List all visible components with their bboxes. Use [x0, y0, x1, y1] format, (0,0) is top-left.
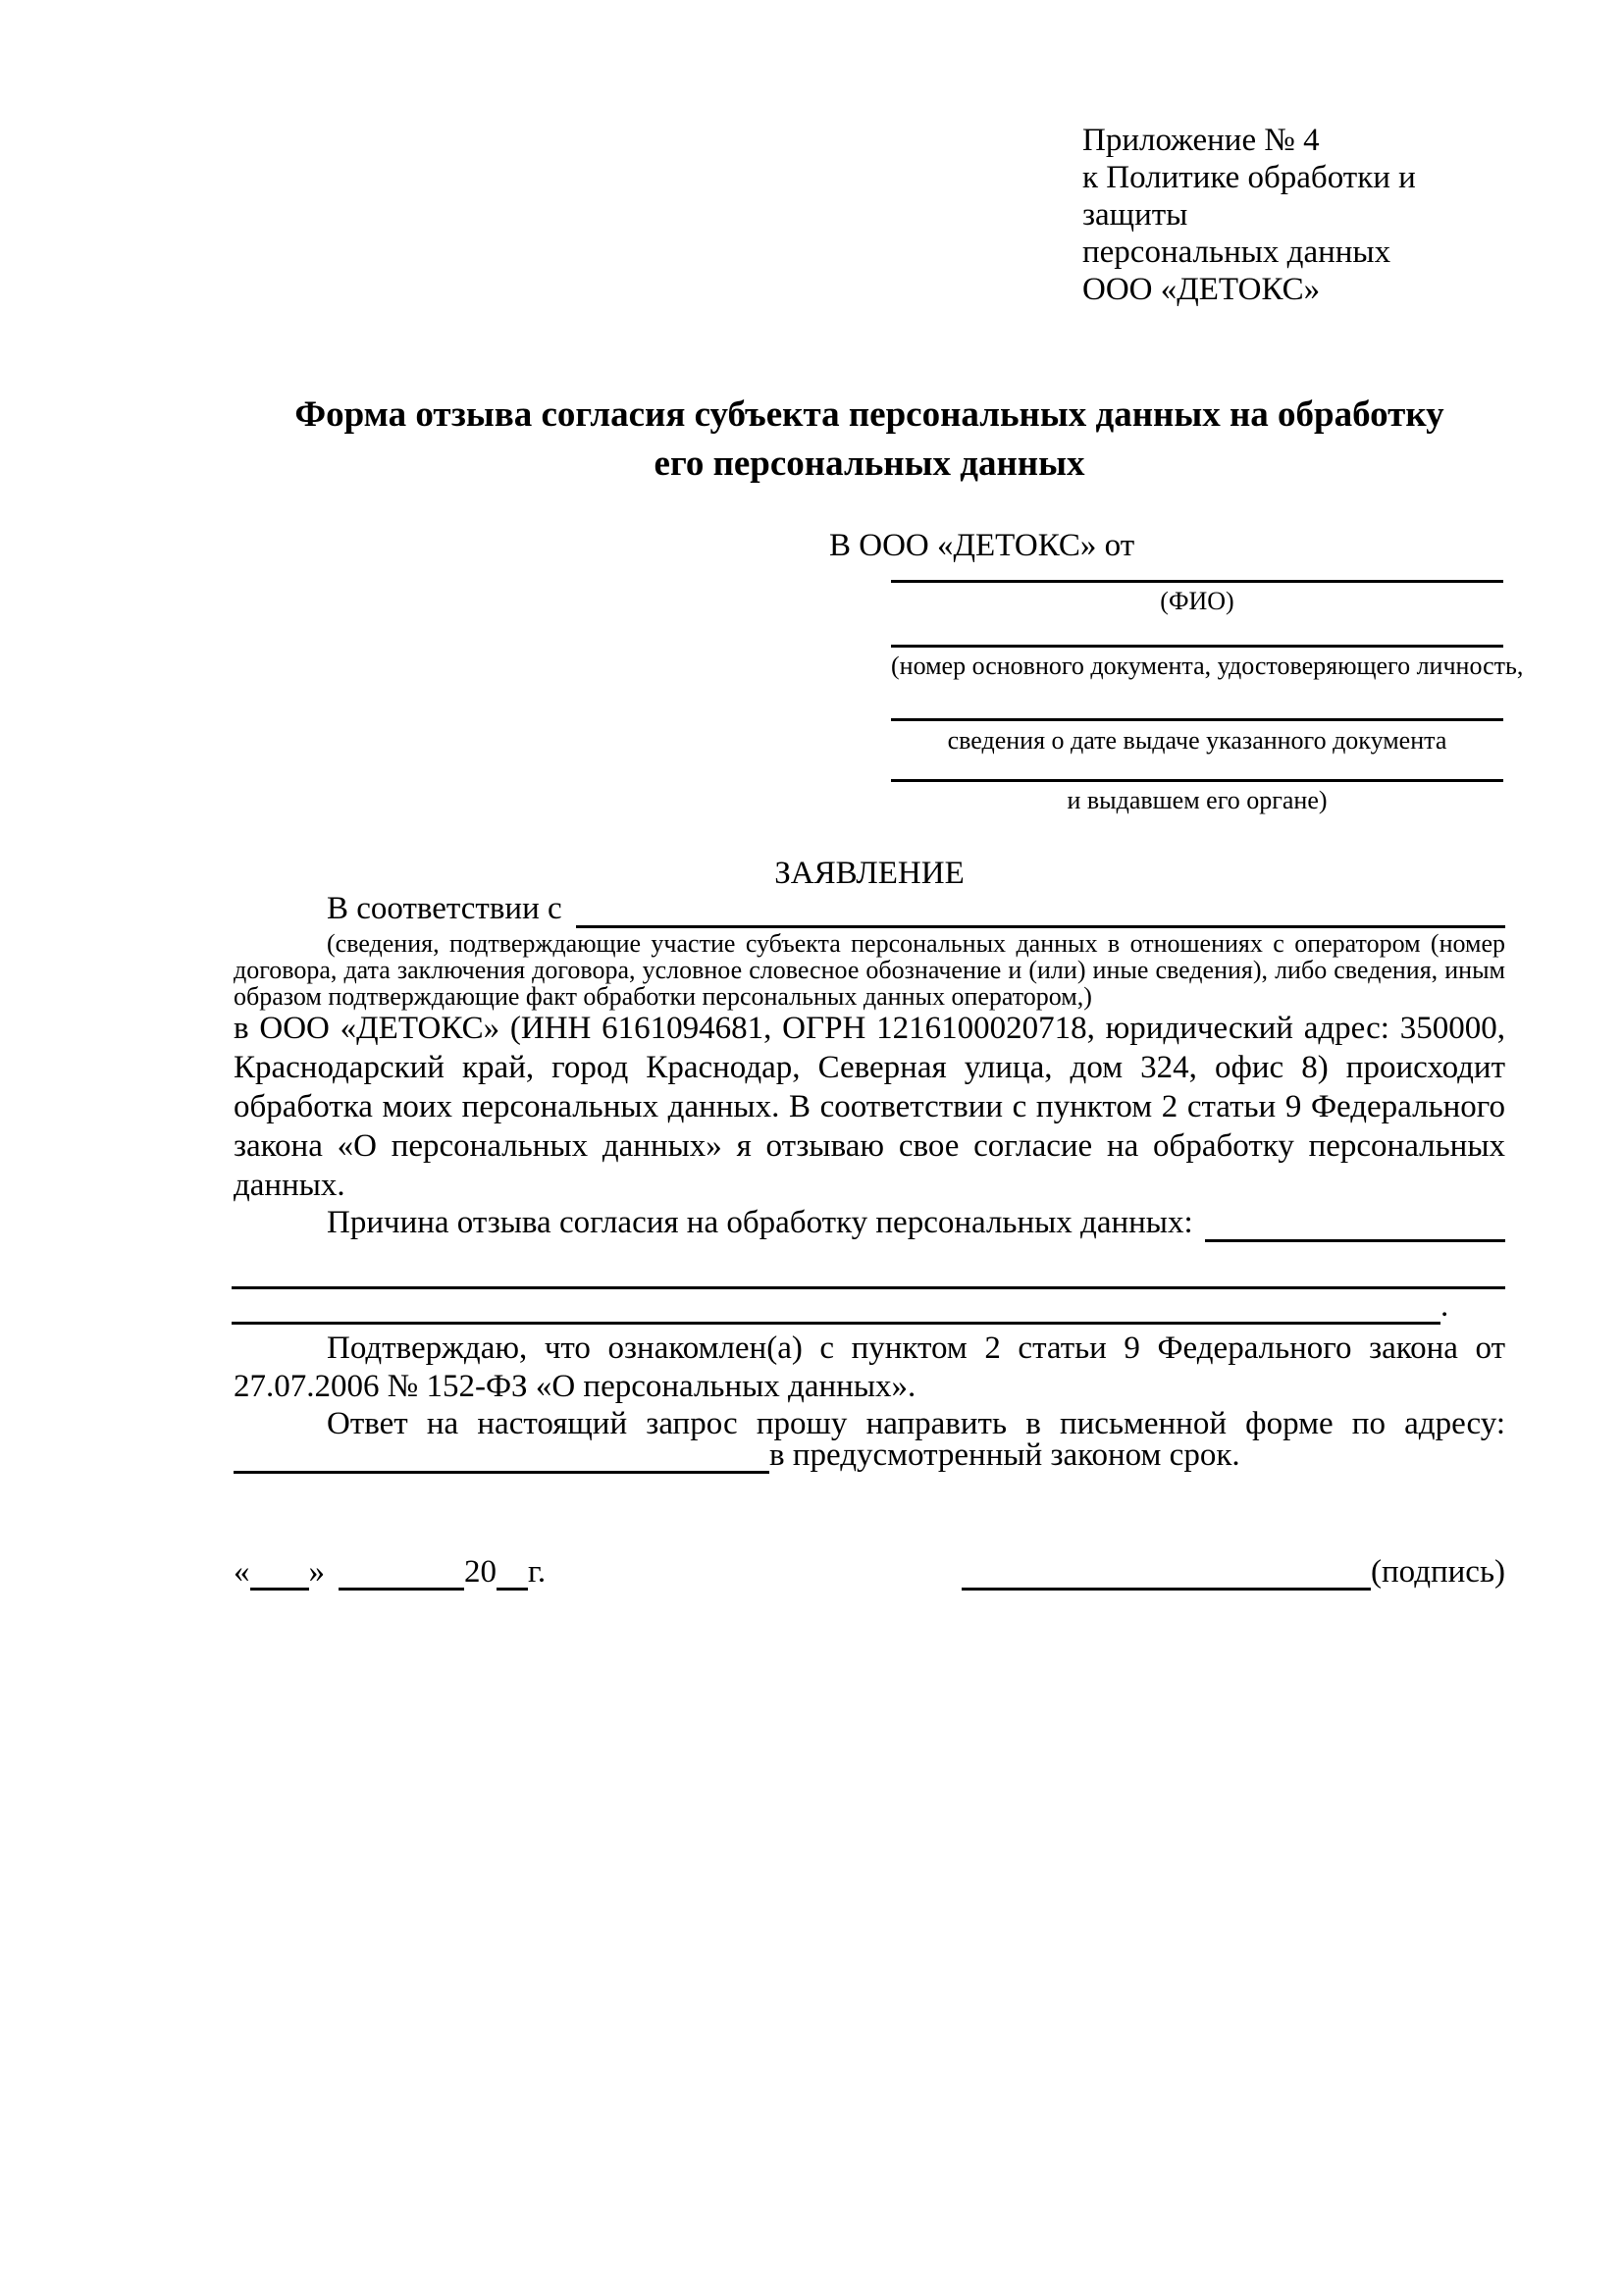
appendix-header	[1082, 122, 1514, 308]
document-number-caption: (номер основного документа, удостоверяющего личность,	[891, 652, 1524, 680]
date-quote-close: »	[308, 1554, 325, 1590]
reply-request-text: Ответ на настоящий запрос прошу направить в письменной форме по адресу:	[327, 1406, 1505, 1441]
appendix-header-line: к Политике обработки и защиты	[1082, 160, 1416, 233]
accordance-blank-line[interactable]	[576, 891, 1505, 928]
issue-date-blank-line[interactable]	[891, 718, 1503, 721]
accordance-row	[234, 891, 1505, 928]
reply-tail-text: в предусмотренный законом срок.	[769, 1437, 1240, 1473]
issuing-authority-caption: и выдавшем его органе)	[1067, 786, 1328, 814]
addressee-to-line: В ООО «ДЕТОКС» от	[829, 528, 1135, 563]
paragraph-indent	[234, 1205, 327, 1242]
signature-caption: (подпись)	[1371, 1554, 1505, 1590]
form-title	[234, 391, 1505, 489]
day-blank-field[interactable]	[250, 1556, 309, 1591]
appendix-header-line: ООО «ДЕТОКС»	[1082, 272, 1321, 307]
reason-blank-line-1[interactable]	[232, 1286, 1505, 1289]
confirmation-text: Подтверждаю, что ознакомлен(а) с пунктом 2 статьи 9 Федерального закона от 27.07.2006 № 152-ФЗ «О персональных данных».	[234, 1331, 1505, 1404]
signature-group	[962, 1554, 1505, 1591]
date-group	[234, 1554, 546, 1591]
fio-blank-line[interactable]	[891, 580, 1503, 583]
form-title-line-1: Форма отзыва согласия субъекта персональных данных на обработку	[294, 394, 1444, 435]
spacer	[1193, 1205, 1205, 1242]
appendix-header-line: персональных данных	[1082, 235, 1391, 270]
reason-blank-line-2[interactable]	[232, 1294, 1440, 1325]
signature-blank-field[interactable]	[962, 1556, 1371, 1591]
fine-print-note: (сведения, подтверждающие участие субъекта персональных данных в отношениях с оператором (номер договора, дата заключения договора, условное словесное обозначение и (или) иные сведения), либо сведения, иным образом подтверждающие факт обработки персональных данных оператором,)	[234, 929, 1505, 1011]
month-blank-field[interactable]	[339, 1556, 464, 1591]
document-number-blank-line[interactable]	[891, 645, 1503, 648]
reason-row	[234, 1205, 1505, 1242]
appendix-header-line: Приложение № 4	[1082, 123, 1320, 158]
spacer	[562, 891, 576, 928]
address-blank-line[interactable]	[234, 1439, 769, 1474]
date-quote-open: «	[234, 1554, 250, 1590]
year-suffix: г.	[528, 1554, 547, 1590]
accordance-label: В соответствии с	[327, 891, 562, 926]
year-prefix: 20	[464, 1554, 497, 1590]
reply-address-row	[234, 1437, 1505, 1474]
paragraph-indent	[234, 891, 327, 928]
form-title-line-2: его персональных данных	[654, 444, 1085, 484]
year-blank-field[interactable]	[497, 1556, 528, 1591]
statement-body-text: в ООО «ДЕТОКС» (ИНН 6161094681, ОГРН 1216100020718, юридический адрес: 350000, Краснодарский край, город Краснодар, Северная улица, дом 324, офис 8) происходит обработка моих персональных данных. В соответствии с пунктом 2 статьи 9 Федерального закона «О персональных данных» я отзываю свое согласие на обработку персональных данных.	[234, 1011, 1505, 1203]
reason-period: .	[1440, 1288, 1449, 1324]
fio-caption: (ФИО)	[1160, 587, 1234, 615]
reason-blank-inline[interactable]	[1205, 1205, 1505, 1242]
issuing-authority-blank-line[interactable]	[891, 779, 1503, 782]
reason-blank-line-2-row	[232, 1288, 1505, 1325]
reason-label: Причина отзыва согласия на обработку персональных данных:	[327, 1205, 1193, 1240]
footer-row	[234, 1555, 1505, 1591]
issue-date-caption: сведения о дате выдаче указанного документа	[947, 726, 1447, 755]
statement-heading: ЗАЯВЛЕНИЕ	[774, 856, 965, 891]
